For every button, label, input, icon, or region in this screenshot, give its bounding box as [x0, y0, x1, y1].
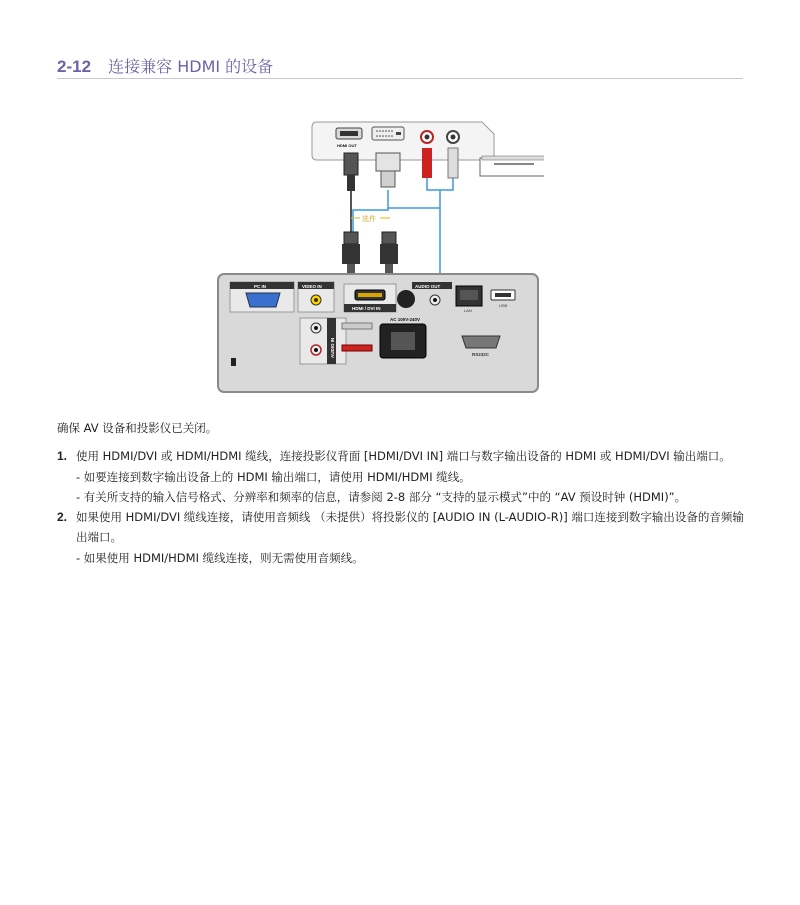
rs232c-label: RS232C [472, 352, 490, 357]
ac-label: AC 100V-240V [390, 317, 421, 322]
power-button-icon [397, 290, 415, 308]
pc-in-port [246, 293, 280, 307]
optional-label: 选件 [362, 215, 376, 223]
step-note: - 有关所支持的输入信号格式、分辨率和频率的信息，请参阅 2-8 部分 “支持的显示模式”中的 “AV 预设时钟 (HDMI)”。 [76, 490, 687, 504]
lan-label: LAN [464, 308, 472, 313]
step-note: - 如要连接到数字输出设备上的 HDMI 输出端口，请使用 HDMI/HDMI 缆线。 [76, 470, 471, 484]
video-in-label: VIDEO IN [302, 284, 322, 289]
hdmi-dvi-in-label: HDMI / DVI IN [352, 306, 381, 311]
step-number: 1. [57, 449, 68, 463]
dvi-plug-icon [376, 153, 400, 171]
step-text: 使用 HDMI/DVI 或 HDMI/HDMI 缆线，连接投影仪背面 [HDMI/DVI IN] 端口与数字输出设备的 HDMI 或 HDMI/DVI 输出端口。 [76, 449, 731, 463]
audio-white-plug [448, 148, 458, 178]
rs232c-port [462, 336, 500, 348]
section-header [57, 54, 743, 79]
lock-icon [231, 358, 236, 366]
step-note: - 如果使用 HDMI/HDMI 缆线连接，则无需使用音频线。 [76, 551, 364, 565]
hdmi-connection-diagram [214, 118, 544, 396]
av-player-icon [480, 158, 544, 176]
section-number: 2-12 [57, 57, 92, 76]
pc-in-label: PC IN [254, 284, 267, 289]
section-title: 连接兼容 HDMI 的设备 [108, 57, 274, 76]
step-2 [57, 507, 747, 547]
hdmi-out-label: HDMI OUT [337, 143, 357, 148]
step-text: 如果使用 HDMI/DVI 缆线连接，请使用音频线 （未提供）将投影仪的 [AUDIO IN (L-AUDIO-R)] 端口连接到数字输出设备的音频输出端口。 [76, 510, 744, 544]
audio-red-plug [422, 148, 432, 178]
usb-label: USB [499, 303, 508, 308]
audio-in-label: AUDIO IN [330, 337, 335, 358]
step-1 [57, 446, 747, 466]
intro-text: 确保 AV 设备和投影仪已关闭。 [57, 421, 218, 435]
audio-out-label: AUDIO OUT [415, 284, 441, 289]
step-number: 2. [57, 510, 68, 524]
instructions [57, 418, 747, 568]
